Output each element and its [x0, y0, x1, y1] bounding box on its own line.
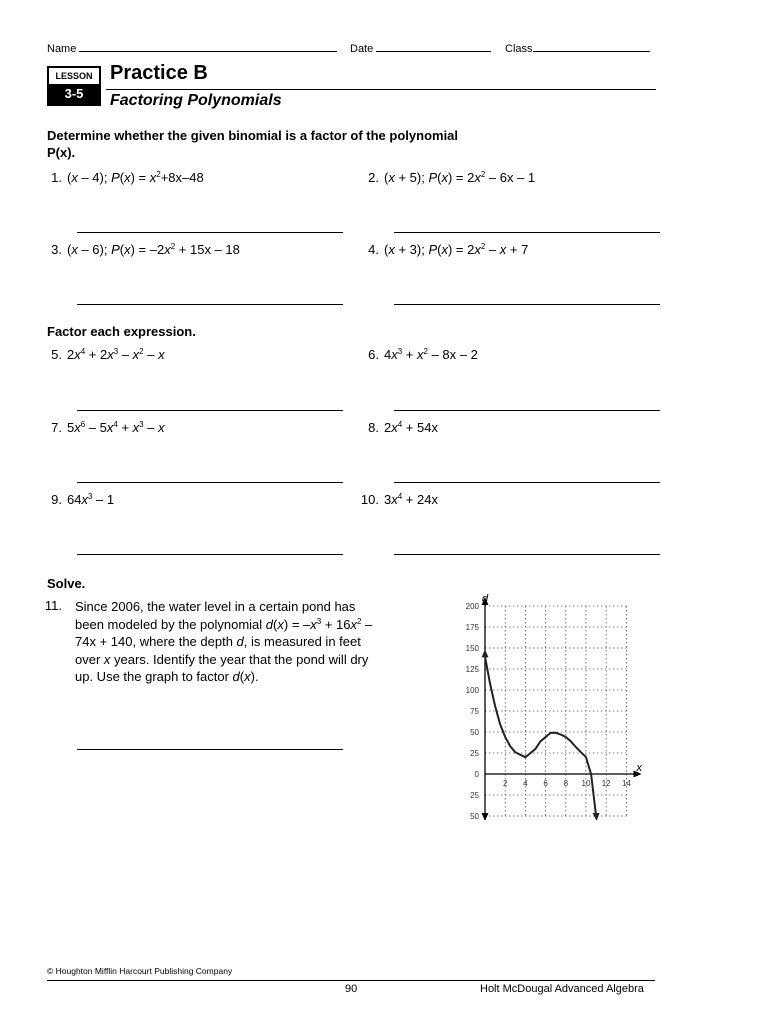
- x-axis-label: x: [636, 762, 642, 774]
- x-tick-label: 12: [601, 779, 611, 788]
- answer-line-1[interactable]: [77, 232, 343, 233]
- x-tick-label: 14: [621, 779, 631, 788]
- date-blank[interactable]: [376, 42, 491, 52]
- problem-9-text: $64x^3 - 1$: [67, 492, 115, 507]
- title-divider: [106, 89, 656, 90]
- problem-7-text: $5x^6 - 5x^4 + x^3 - x$: [67, 420, 165, 435]
- problem-6-text: $4x^3 + x^2 - 8x - 2$: [384, 347, 478, 362]
- name-blank[interactable]: [79, 42, 337, 52]
- y-tick-label: 50: [470, 812, 479, 820]
- x-tick-label: 10: [581, 779, 591, 788]
- name-label: Name: [47, 43, 77, 55]
- problem-9: 9. $64x^3 - 1$: [51, 492, 115, 507]
- problem-8-text: $2x^4 + 54x$: [384, 420, 438, 435]
- book-title: Holt McDougal Advanced Algebra: [480, 983, 644, 995]
- y-tick-label: 25: [470, 749, 479, 758]
- page-subtitle: Factoring Polynomials: [110, 92, 282, 109]
- y-tick-labels: [466, 602, 480, 820]
- lesson-label: LESSON: [49, 68, 99, 84]
- answer-line-6[interactable]: [394, 410, 660, 411]
- class-blank[interactable]: [533, 42, 650, 52]
- x-tick-label: 4: [523, 779, 528, 788]
- y-tick-label: 25: [470, 791, 479, 800]
- problem-11-text: Since 2006, the water level in a certain pond has been modeled by the polynomial $d(x) = -x^3 + 16x^2 - 74x + 140$, where the depth d, is measured in feet over x years. Identify the year that the pond will dry up. Use the graph to factor d(x).: [75, 599, 373, 684]
- y-tick-label: 0: [474, 770, 479, 779]
- section1-instruction-line2: P(x).: [47, 145, 76, 160]
- lesson-badge: [47, 66, 101, 106]
- section2-instruction: Factor each expression.: [47, 324, 196, 339]
- problem-8: 8. $2x^4 + 54x$: [368, 420, 438, 435]
- problem-10-text: $3x^4 + 24x$: [384, 492, 438, 507]
- x-tick-label: 6: [543, 779, 548, 788]
- answer-line-4[interactable]: [394, 304, 660, 305]
- date-label: Date: [350, 43, 374, 55]
- x-tick-labels: [503, 779, 631, 788]
- section1-instruction-line1: Determine whether the given binomial is a factor of the polynomial: [47, 128, 459, 143]
- problem-7: 7. $5x^6 - 5x^4 + x^3 - x$: [51, 420, 165, 435]
- problem-2: 2. (x + 5); $P(x) = 2x^2 - 6x - 1$: [368, 170, 536, 185]
- problem-11-number: 11.: [44, 598, 62, 613]
- y-axis-label: d: [482, 593, 489, 605]
- footer-divider: [47, 980, 655, 981]
- y-tick-label: 200: [465, 602, 479, 611]
- answer-line-2[interactable]: [394, 232, 660, 233]
- depth-curve: [485, 656, 596, 816]
- answer-line-5[interactable]: [77, 410, 343, 411]
- date-field: [350, 42, 491, 55]
- solve-heading: Solve.: [47, 576, 86, 591]
- depth-graph: [430, 590, 655, 820]
- answer-line-10[interactable]: [394, 554, 660, 555]
- answer-line-3[interactable]: [77, 304, 343, 305]
- page-number: 90: [345, 983, 358, 995]
- class-field: [505, 42, 650, 55]
- problem-4: 4. (x + 3); $P(x) = 2x^2 - x + 7$: [368, 242, 529, 257]
- problem-1: 1. (x – 4); $P(x) = x^2+8x-48$: [51, 170, 204, 185]
- answer-line-9[interactable]: [77, 554, 343, 555]
- y-tick-label: 125: [465, 665, 479, 674]
- copyright: © Houghton Mifflin Harcourt Publishing Company: [47, 966, 233, 976]
- y-tick-label: 50: [470, 728, 479, 737]
- problem-2-text: (x + 5); $P(x) = 2x^2 - 6x - 1$: [384, 170, 536, 185]
- problem-3-text: (x – 6); $P(x) = -2x^2 + 15x - 18$: [67, 242, 240, 257]
- curve-arrow-end: [593, 813, 600, 820]
- problem-4-text: (x + 3); $P(x) = 2x^2 - x + 7$: [384, 242, 529, 257]
- answer-line-11[interactable]: [77, 749, 343, 750]
- x-tick-label: 2: [502, 779, 508, 788]
- problem-6: 6. $4x^3 + x^2 - 8x - 2$: [368, 347, 478, 362]
- problem-10: 10. $3x^4 + 24x$: [360, 492, 438, 507]
- x-tick-label: 8: [563, 779, 569, 788]
- y-tick-label: 100: [465, 686, 479, 695]
- problem-5: 5. $2x^4 + 2x^3 - x^2 - x$: [51, 347, 165, 362]
- y-axis-arrow-down: [482, 813, 489, 820]
- answer-line-8[interactable]: [394, 482, 660, 483]
- problem-5-text: $2x^4 + 2x^3 - x^2 - x$: [67, 347, 165, 362]
- answer-line-7[interactable]: [77, 482, 343, 483]
- class-label: Class: [505, 43, 533, 55]
- problem-1-text: (x – 4); $P(x) = x^2+8x-48$: [67, 170, 204, 185]
- problem-3: 3. (x – 6); $P(x) = -2x^2 + 15x - 18$: [51, 242, 240, 257]
- y-tick-label: 175: [465, 623, 479, 632]
- y-tick-label: 150: [465, 644, 479, 653]
- y-tick-label: 75: [470, 707, 479, 716]
- name-field: [47, 42, 337, 55]
- lesson-number: 3-5: [64, 86, 84, 101]
- curve-arrow-start: [482, 649, 489, 657]
- page-title: Practice B: [110, 62, 208, 84]
